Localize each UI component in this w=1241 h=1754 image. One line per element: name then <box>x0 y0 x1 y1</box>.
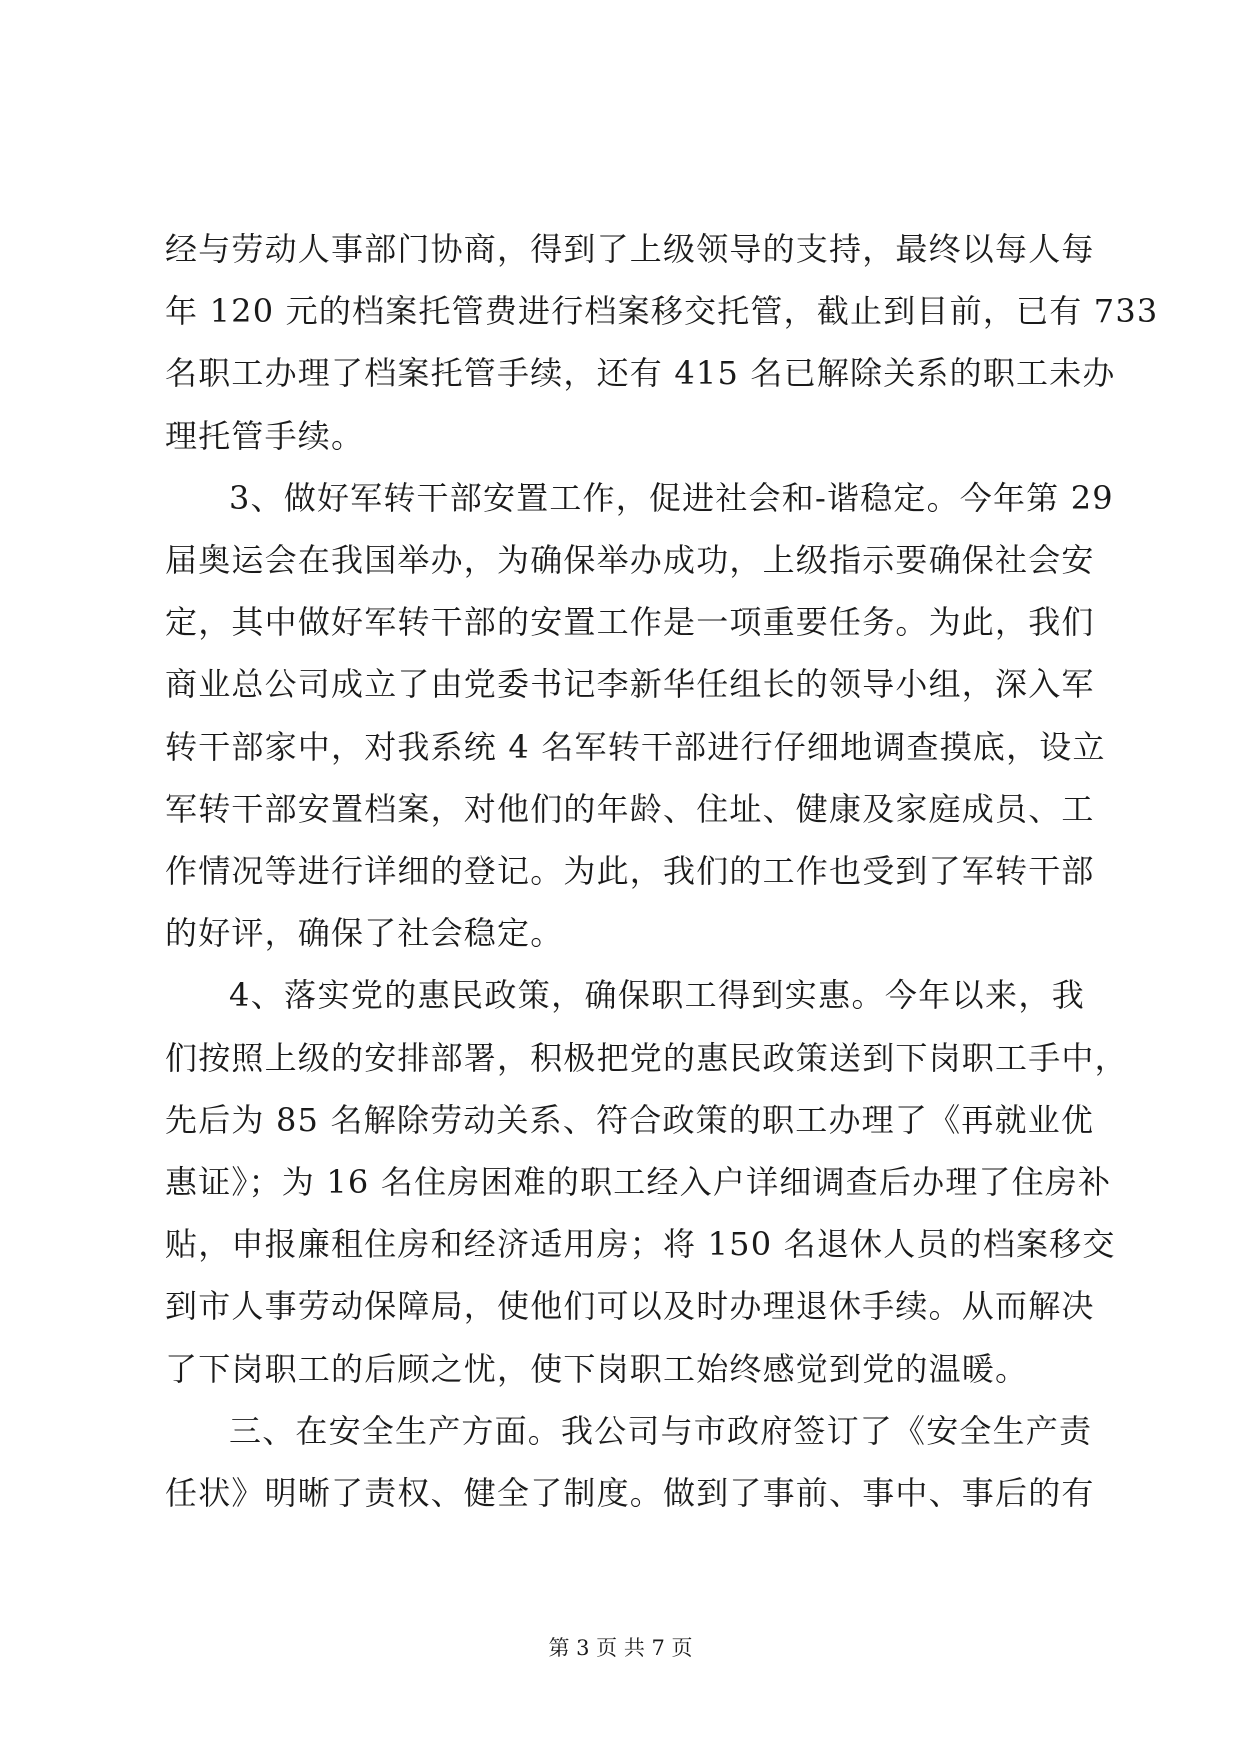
text-line: 贴，申报廉租住房和经济适用房；将 150 名退休人员的档案移交 <box>165 1225 1116 1264</box>
text-line: 了下岗职工的后顾之忧，使下岗职工始终感觉到党的温暖。 <box>165 1349 1029 1388</box>
page-number-footer: 第 3 页 共 7 页 <box>548 1636 693 1660</box>
text-line: 经与劳动人事部门协商，得到了上级领导的支持，最终以每人每 <box>165 230 1095 268</box>
text-line: 到市人事劳动保障局，使他们可以及时办理退休手续。从而解决 <box>165 1287 1095 1326</box>
paragraph <box>165 964 1128 1399</box>
text-line: 惠证》；为 16 名住房困难的职工经入户详细调查后办理了住房补 <box>165 1163 1112 1202</box>
text-line: 3、做好军转干部安置工作，促进社会和-谐稳定。今年第 29 <box>229 478 1114 517</box>
document-body <box>165 218 1159 1524</box>
paragraph <box>165 1400 1095 1524</box>
text-line: 先后为 85 名解除劳动关系、符合政策的职工办理了《再就业优 <box>165 1100 1095 1139</box>
text-line: 定，其中做好军转干部的安置工作是一项重要任务。为此，我们 <box>165 603 1095 642</box>
paragraph <box>165 467 1114 965</box>
text-line: 三、在安全生产方面。我公司与市政府签订了《安全生产责 <box>229 1411 1093 1450</box>
text-line: 作情况等进行详细的登记。为此，我们的工作也受到了军转干部 <box>165 852 1095 891</box>
text-line: 任状》明晰了责权、健全了制度。做到了事前、事中、事后的有 <box>165 1474 1095 1513</box>
paragraph <box>165 218 1159 467</box>
text-line: 4、落实党的惠民政策，确保职工得到实惠。今年以来，我 <box>229 976 1085 1015</box>
text-line: 届奥运会在我国举办，为确保举办成功，上级指示要确保社会安 <box>165 541 1095 580</box>
text-line: 们按照上级的安排部署，积极把党的惠民政策送到下岗职工手中， <box>165 1038 1128 1077</box>
text-line: 商业总公司成立了由党委书记李新华任组长的领导小组，深入军 <box>165 665 1095 704</box>
text-line: 年 120 元的档案托管费进行档案移交托管，截止到目前，已有 733 <box>165 292 1159 331</box>
text-line: 名职工办理了档案托管手续，还有 415 名已解除关系的职工未办 <box>165 354 1116 393</box>
text-line: 转干部家中，对我系统 4 名军转干部进行仔细地调查摸底，设立 <box>165 727 1106 766</box>
text-line: 的好评，确保了社会稳定。 <box>165 914 564 953</box>
text-line: 理托管手续。 <box>165 416 365 455</box>
text-line: 军转干部安置档案，对他们的年龄、住址、健康及家庭成员、工 <box>165 789 1095 828</box>
